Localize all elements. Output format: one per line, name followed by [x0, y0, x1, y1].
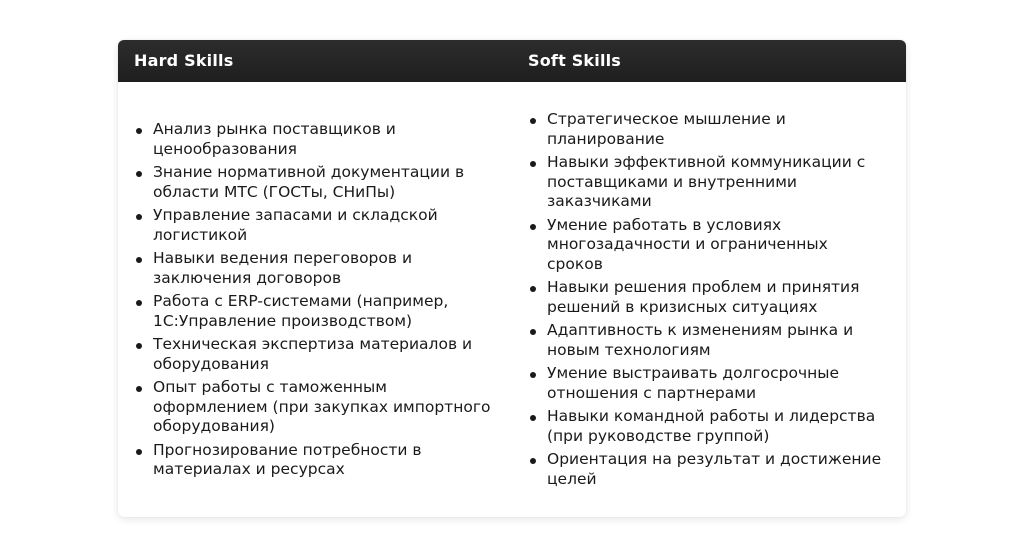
bullet-icon — [530, 372, 536, 378]
bullet-icon — [136, 171, 142, 177]
hard-skills-list — [134, 120, 494, 480]
list-item — [134, 206, 494, 245]
list-item — [528, 321, 888, 360]
list-item-text: Навыки командной работы и лидерства (при руководстве группой) — [547, 407, 876, 445]
bullet-icon — [136, 300, 142, 306]
list-item-text: Навыки ведения переговоров и заключения договоров — [153, 249, 413, 287]
list-item-text: Ориентация на результат и достижение целей — [547, 450, 882, 488]
bullet-icon — [530, 415, 536, 421]
list-item-text: Опыт работы с таможенным оформлением (при закупках импортного оборудования) — [153, 378, 491, 435]
soft-skills-column — [528, 110, 888, 493]
bullet-icon — [530, 286, 536, 292]
list-item-text: Адаптивность к изменениям рынка и новым технологиям — [547, 321, 854, 359]
bullet-icon — [136, 386, 142, 392]
soft-skills-list — [528, 110, 888, 489]
soft-skills-header: Soft Skills — [528, 51, 622, 70]
hard-skills-column — [134, 120, 494, 484]
list-item — [134, 378, 494, 437]
list-item-text: Прогнозирование потребности в материалах и ресурсах — [153, 440, 422, 478]
bullet-icon — [136, 214, 142, 220]
bullet-icon — [530, 329, 536, 335]
list-item-text: Навыки решения проблем и принятия решений в кризисных ситуациях — [547, 278, 860, 316]
bullet-icon — [136, 257, 142, 263]
list-item — [528, 364, 888, 403]
list-item — [528, 407, 888, 446]
bullet-icon — [530, 458, 536, 464]
list-item-text: Знание нормативной документации в области МТС (ГОСТы, СНиПы) — [153, 163, 465, 201]
list-item — [528, 278, 888, 317]
list-item — [134, 441, 494, 480]
list-item — [528, 110, 888, 149]
table-header — [118, 40, 906, 82]
list-item-text: Умение работать в условиях многозадачности и ограниченных сроков — [547, 215, 828, 273]
list-item-text: Техническая экспертиза материалов и оборудования — [153, 335, 473, 373]
list-item — [528, 153, 888, 212]
list-item — [134, 249, 494, 288]
list-item — [528, 450, 888, 489]
bullet-icon — [530, 118, 536, 124]
list-item-text: Навыки эффективной коммуникации с поставщиками и внутренними заказчиками — [547, 153, 866, 210]
bullet-icon — [530, 224, 536, 230]
list-item — [528, 216, 888, 275]
list-item-text: Управление запасами и складской логистикой — [153, 206, 438, 244]
list-item-text: Анализ рынка поставщиков и ценообразования — [153, 120, 396, 158]
list-item — [134, 163, 494, 202]
list-item-text: Работа с ERP-системами (например, 1С:Управление производством) — [153, 292, 449, 330]
bullet-icon — [530, 161, 536, 167]
list-item-text: Стратегическое мышление и планирование — [547, 110, 786, 148]
list-item — [134, 335, 494, 374]
skills-table — [118, 40, 906, 517]
list-item-text: Умение выстраивать долгосрочные отношения с партнерами — [547, 364, 840, 402]
list-item — [134, 292, 494, 331]
bullet-icon — [136, 343, 142, 349]
bullet-icon — [136, 449, 142, 455]
list-item — [134, 120, 494, 159]
hard-skills-header: Hard Skills — [134, 51, 234, 70]
bullet-icon — [136, 128, 142, 134]
